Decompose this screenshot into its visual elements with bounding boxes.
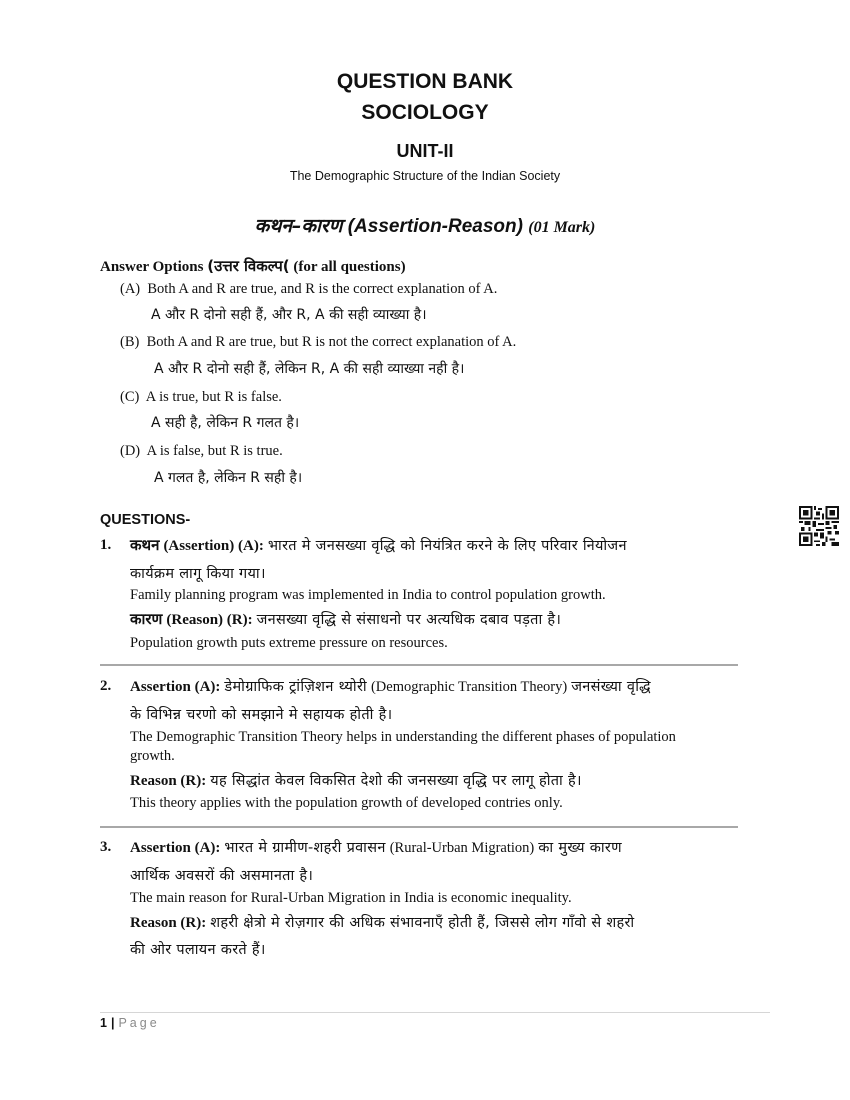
footer-divider (100, 1012, 770, 1013)
page-label: Page (118, 1016, 160, 1030)
question-1-number: 1. (100, 537, 112, 553)
question-3-assertion: Assertion (A): भारत मे ग्रामीण-शहरी प्रवासन (Rural-Urban Migration) का मुख्य कारण (130, 840, 622, 856)
question-2-assertion-english-cont: growth. (130, 748, 175, 764)
question-1-reason-hindi: कारण (Reason) (R): जनसख्या वृद्धि से संसाधनो पर अत्यधिक दबाव पड़ता है। (130, 610, 562, 628)
question-3-assertion-english: The main reason for Rural-Urban Migration in India is economic inequality. (130, 890, 572, 906)
section-heading (0, 212, 850, 238)
question-1-reason-english: Population growth puts extreme pressure on resources. (130, 635, 448, 651)
question-2-number: 2. (100, 678, 112, 694)
unit-subtitle: The Demographic Structure of the Indian Society (289, 169, 561, 183)
question-1-assertion-english: Family planning program was implemented in India to control population growth. (130, 587, 606, 603)
qr-code-icon (799, 506, 839, 546)
question-3-reason-hindi-cont: की ओर पलायन करते हैं। (130, 942, 266, 958)
title-subject: SOCIOLOGY (361, 101, 489, 124)
question-2-reason-english: This theory applies with the population growth of developed contries only. (130, 795, 563, 811)
question-2-assertion-hindi-cont: के विभिन्न चरणो को समझाने मे सहायक होती है। (130, 707, 393, 723)
footer-separator: | (110, 1016, 115, 1030)
option-d-hindi: A गलत है, लेकिन R सही है। (154, 470, 303, 486)
option-a: (A) Both A and R are true, and R is the correct explanation of A. (120, 281, 498, 297)
question-3-assertion-hindi-cont: आर्थिक अवसरों की असमानता है। (130, 868, 314, 884)
section-heading-english: (Assertion-Reason) (347, 216, 523, 237)
question-2-reason: Reason (R): यह सिद्धांत केवल विकसित देशो की जनसख्या वृद्धि पर लागू होता है। (130, 773, 582, 789)
question-1-assertion-hindi: कथन (Assertion) (A): भारत मे जनसख्या वृद्धि को नियंत्रित करने के लिए परिवार नियोजन (130, 536, 627, 554)
question-2-assertion: Assertion (A): डेमोग्राफिक ट्रांज़िशन थ्योरी (Demographic Transition Theory) जनसंख्या वृद्धि (130, 679, 651, 695)
section-heading-hindi: कथन–कारण (254, 215, 343, 237)
section-marks: (01 Mark) (528, 219, 596, 236)
unit-heading: UNIT-II (396, 141, 454, 161)
question-2-assertion-english: The Demographic Transition Theory helps in understanding the different phases of population (130, 729, 676, 745)
divider (100, 826, 738, 828)
option-a-hindi: A और R दोनो सही हैं, और R, A की सही व्याख्या है। (151, 307, 427, 323)
title-question-bank: QUESTION BANK (336, 70, 514, 93)
page-footer (100, 1016, 160, 1030)
question-3-reason: Reason (R): शहरी क्षेत्रो मे रोज़गार की अधिक संभावनाएँ होती हैं, जिससे लोग गाँवो से शहरो (130, 915, 635, 931)
option-d: (D) A is false, but R is true. (120, 443, 283, 459)
page-number: 1 (100, 1016, 107, 1030)
questions-heading: QUESTIONS- (100, 512, 191, 528)
divider (100, 664, 738, 666)
answer-options-label: Answer Options (उत्तर विकल्प( (for all questions) (100, 257, 406, 275)
option-c-hindi: A सही है, लेकिन R गलत है। (151, 415, 300, 431)
option-b: (B) Both A and R are true, but R is not the correct explanation of A. (120, 334, 517, 350)
option-c: (C) A is true, but R is false. (120, 389, 282, 405)
option-b-hindi: A और R दोनो सही हैं, लेकिन R, A की सही व्याख्या नही है। (154, 361, 465, 377)
question-3-number: 3. (100, 839, 112, 855)
question-1-assertion-hindi-cont: कार्यक्रम लागू किया गया। (130, 566, 266, 582)
